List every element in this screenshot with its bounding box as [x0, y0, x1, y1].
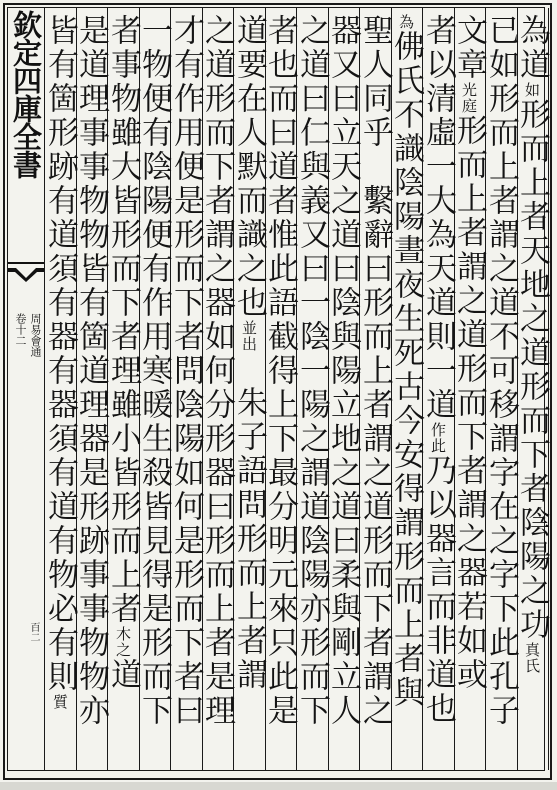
- column-text: 道: [105, 658, 141, 692]
- column-text: 佛氏不識陰陽晝夜生死古今安得謂形而上者與: [388, 30, 424, 710]
- annotation-note: 光庭: [460, 82, 478, 114]
- column-text: 聖人同乎: [357, 14, 393, 184]
- column-text: 繫辭曰形而上者謂之道形而下者謂之: [357, 184, 393, 728]
- page-bottom-edge: [0, 782, 557, 790]
- column-text: 形而上者謂之道形而下者謂之器若如或: [451, 114, 487, 692]
- text-column: [36, 14, 84, 764]
- column-text: 為道: [514, 14, 550, 82]
- column-text: 文章: [451, 14, 487, 82]
- column-text: 朱子語問形而上者謂: [231, 352, 267, 692]
- annotation-note: 為: [397, 14, 415, 30]
- column-text: 之道曰仁與義又曰一陰一陽之謂道陰陽亦形而下: [294, 14, 330, 728]
- column-text: 如形而上者謂之道不可移謂字在之字下此孔子: [483, 48, 519, 728]
- column-text: 是道理事事物物皆有箇道理器是形跡事事物物亦: [73, 14, 109, 728]
- collection-title: 欽定四庫全書: [9, 10, 43, 178]
- volume-label: 卷十二: [14, 313, 27, 346]
- annotation-note: 木之: [114, 626, 132, 658]
- book-title-label: 周易會通: [29, 313, 42, 357]
- annotation-note: 真氏: [523, 642, 541, 674]
- column-text: 形而上者天地之道形而下者陰陽之功: [514, 98, 550, 642]
- page-number: 百二: [28, 622, 39, 642]
- annotation-note: 如: [523, 82, 541, 98]
- column-text: 才有作用便是形而下者問陰陽如何是形而下者曰: [168, 14, 204, 728]
- column-text: 器又曰立天之道曰陰與陽立地之道曰柔與剛立人: [325, 14, 361, 728]
- annotation-note: 並出: [240, 320, 258, 352]
- column-text: 乃以器言而非道也: [420, 454, 456, 726]
- column-text: 者事物雖大皆形而下者理雖小皆形而上者: [105, 14, 141, 626]
- annotation-note: 質: [51, 694, 69, 710]
- column-text: 者以清虛一大為天道則一道: [420, 14, 456, 422]
- column-text: 已: [483, 14, 519, 48]
- column-text: 皆有箇形跡有道須有器有器須有道有物必有則: [42, 14, 78, 694]
- column-text: 者也而曰道者惟此語截得上下最分明元來只此是: [262, 14, 298, 728]
- column-text: 之道形而下者謂之器如何分形器曰形而上者是理: [199, 14, 235, 728]
- column-text: 道要在人默而識之也: [231, 14, 267, 320]
- column-text: 一物便有陰陽便有作用寒暖生殺皆見得是形而下: [136, 14, 172, 728]
- annotation-note: 作此: [429, 422, 447, 454]
